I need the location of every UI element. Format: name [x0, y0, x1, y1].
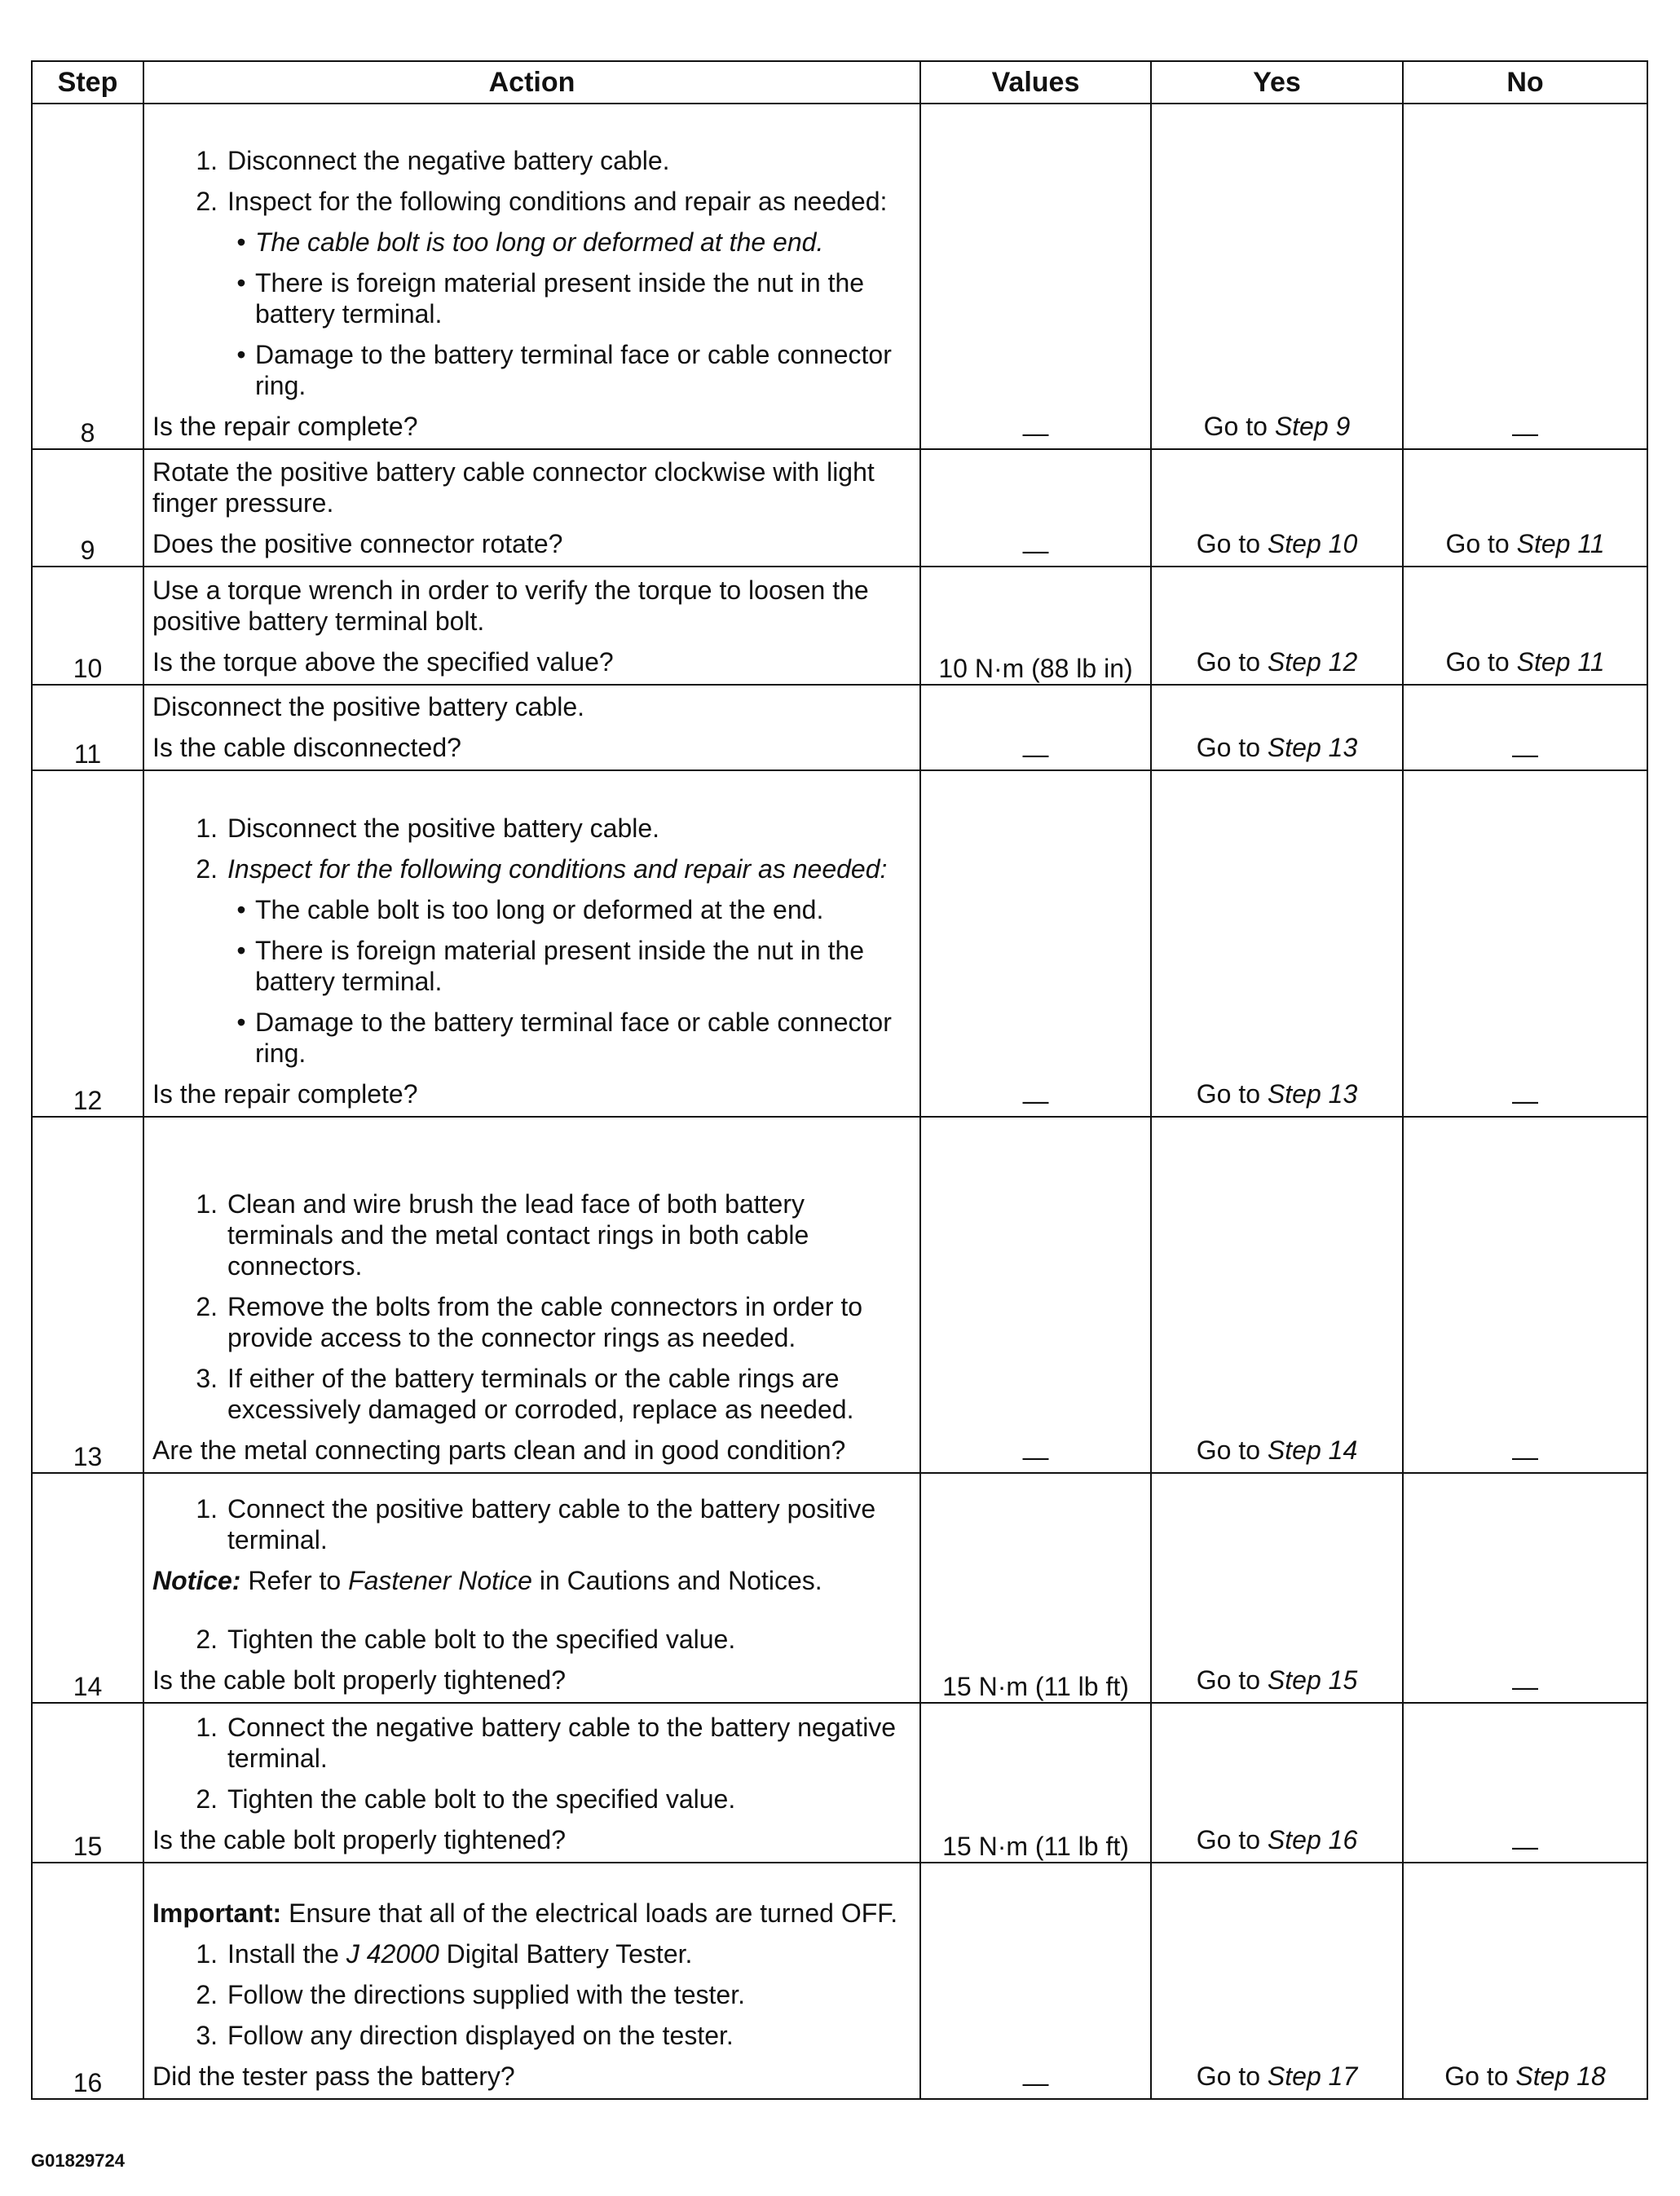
yes-step-link[interactable]: Step 12: [1267, 647, 1358, 677]
bullet-list: [227, 894, 911, 1069]
list-item: 1. Connect the negative battery cable to the battery negative terminal.: [196, 1713, 897, 1773]
values-cell: —: [920, 1117, 1151, 1473]
step-number: 12: [32, 770, 143, 1117]
no-cell: —: [1403, 1703, 1647, 1863]
bullet-item: • Damage to the battery terminal face or cable connector ring.: [236, 340, 892, 400]
yes-step-link[interactable]: Step 10: [1267, 529, 1358, 558]
bullet-item: • There is foreign material present inside the nut in the battery terminal.: [236, 936, 865, 996]
list-item: 1. Clean and wire brush the lead face of both battery terminals and the metal contact rings in both cable connectors.: [196, 1189, 809, 1281]
step-number: 11: [32, 685, 143, 770]
yes-step-link[interactable]: Step 14: [1267, 1435, 1358, 1465]
no-cell: Go to Step 11: [1403, 449, 1647, 567]
numbered-list: [152, 1493, 911, 1555]
values-cell: —: [920, 449, 1151, 567]
list-item: 3. If either of the battery terminals or the cable rings are excessively damaged or corroded, replace as needed.: [196, 1364, 854, 1424]
no-cell: —: [1403, 1473, 1647, 1703]
diagnostic-table: [31, 60, 1648, 2100]
values-cell: 15 N·m (11 lb ft): [920, 1703, 1151, 1863]
yes-step-link[interactable]: Step 13: [1267, 733, 1358, 762]
list-item: 2. Follow the directions supplied with the tester.: [196, 1980, 745, 2009]
yes-cell: Go to Step 12: [1151, 567, 1403, 685]
table-row: [32, 1703, 1647, 1863]
values-cell: —: [920, 1863, 1151, 2099]
action-cell: [143, 567, 920, 685]
yes-step-link[interactable]: Step 16: [1267, 1825, 1358, 1854]
action-cell: [143, 685, 920, 770]
list-item: 2. Tighten the cable bolt to the specified value.: [196, 1625, 736, 1654]
no-cell: —: [1403, 104, 1647, 449]
yes-cell: Go to Step 10: [1151, 449, 1403, 567]
list-item: 1. Connect the positive battery cable to the battery positive terminal.: [196, 1494, 876, 1554]
action-text: Rotate the positive battery cable connector clockwise with light finger pressure.: [152, 457, 875, 518]
action-cell: [143, 104, 920, 449]
values-cell: —: [920, 770, 1151, 1117]
step-number: 14: [32, 1473, 143, 1703]
question-text: Did the tester pass the battery?: [152, 2062, 515, 2091]
table-row: [32, 104, 1647, 449]
header-row: [32, 61, 1647, 104]
notice-reference[interactable]: Fastener Notice: [348, 1566, 532, 1595]
values-cell: —: [920, 104, 1151, 449]
no-step-link[interactable]: Step 11: [1516, 647, 1605, 677]
action-cell: [143, 1473, 920, 1703]
yes-step-link[interactable]: Step 17: [1267, 2062, 1358, 2091]
no-cell: Go to Step 18: [1403, 1863, 1647, 2099]
numbered-list: [152, 813, 911, 1069]
bullet-item: • The cable bolt is too long or deformed at the end.: [236, 227, 824, 257]
question-text: Are the metal connecting parts clean and in good condition?: [152, 1435, 846, 1465]
yes-step-link[interactable]: Step 9: [1274, 412, 1351, 441]
yes-cell: Go to Step 13: [1151, 770, 1403, 1117]
action-cell: [143, 1703, 920, 1863]
numbered-list: [152, 1938, 911, 2051]
no-step-link[interactable]: Step 11: [1516, 529, 1605, 558]
yes-cell: Go to Step 14: [1151, 1117, 1403, 1473]
step-number: 13: [32, 1117, 143, 1473]
step-number: 10: [32, 567, 143, 685]
list-item: 2. Tighten the cable bolt to the specified value.: [196, 1784, 736, 1814]
question-text: Does the positive connector rotate?: [152, 529, 563, 558]
question-text: Is the torque above the specified value?: [152, 647, 614, 677]
yes-cell: Go to Step 16: [1151, 1703, 1403, 1863]
notice-text: Notice: Refer to Fastener Notice in Cautions and Notices.: [152, 1566, 822, 1595]
question-text: Is the cable bolt properly tightened?: [152, 1825, 566, 1854]
list-item: 1. Disconnect the negative battery cable.: [196, 146, 670, 175]
no-cell: —: [1403, 1117, 1647, 1473]
table-row: [32, 1473, 1647, 1703]
list-item: 2. Inspect for the following conditions and repair as needed: • The cable bolt is too long or deformed at the end. • There is foreign material present inside the nut in the battery terminal. • Damage to the battery terminal face or cable connector ring.: [152, 186, 911, 401]
yes-step-link[interactable]: Step 13: [1267, 1079, 1358, 1109]
table-row: [32, 449, 1647, 567]
figure-id: G01829724: [31, 2150, 125, 2171]
step-number: 15: [32, 1703, 143, 1863]
table-row: [32, 685, 1647, 770]
header-no: No: [1403, 61, 1647, 104]
header-yes: Yes: [1151, 61, 1403, 104]
question-text: Is the repair complete?: [152, 1079, 418, 1109]
bullet-item: • Damage to the battery terminal face or cable connector ring.: [236, 1008, 892, 1068]
header-action: Action: [143, 61, 920, 104]
yes-cell: Go to Step 17: [1151, 1863, 1403, 2099]
important-text: Important: Ensure that all of the electrical loads are turned OFF.: [152, 1898, 898, 1928]
numbered-list: [152, 1188, 911, 1425]
action-cell: [143, 1117, 920, 1473]
no-cell: —: [1403, 770, 1647, 1117]
bullet-list: [227, 227, 911, 401]
question-text: Is the cable disconnected?: [152, 733, 461, 762]
numbered-list: [152, 1712, 911, 1815]
values-cell: 15 N·m (11 lb ft): [920, 1473, 1151, 1703]
action-cell: [143, 1863, 920, 2099]
step-number: 16: [32, 1863, 143, 2099]
action-cell: [143, 770, 920, 1117]
no-step-link[interactable]: Step 18: [1515, 2062, 1606, 2091]
table-row: [32, 567, 1647, 685]
yes-step-link[interactable]: Step 15: [1267, 1665, 1358, 1695]
question-text: Is the cable bolt properly tightened?: [152, 1665, 566, 1695]
step-number: 8: [32, 104, 143, 449]
table-row: [32, 770, 1647, 1117]
action-text: Use a torque wrench in order to verify the torque to loosen the positive battery terminal bolt.: [152, 575, 869, 636]
numbered-list: [152, 1624, 911, 1655]
table-row: [32, 1863, 1647, 2099]
no-cell: —: [1403, 685, 1647, 770]
bullet-item: • The cable bolt is too long or deformed at the end.: [236, 895, 824, 924]
question-text: Is the repair complete?: [152, 412, 418, 441]
action-cell: [143, 449, 920, 567]
yes-cell: Go to Step 13: [1151, 685, 1403, 770]
list-item: 1. Disconnect the positive battery cable.: [196, 814, 660, 843]
notice-label: Notice:: [152, 1566, 241, 1595]
no-cell: Go to Step 11: [1403, 567, 1647, 685]
important-label: Important:: [152, 1898, 282, 1928]
header-step: Step: [32, 61, 143, 104]
list-item: 2. Remove the bolts from the cable connectors in order to provide access to the connector rings as needed.: [196, 1292, 863, 1352]
list-item: 3. Follow any direction displayed on the tester.: [196, 2021, 734, 2050]
action-text: Disconnect the positive battery cable.: [152, 692, 585, 721]
list-item: 1. Install the J 42000 Digital Battery Tester.: [196, 1939, 693, 1969]
yes-cell: Go to Step 15: [1151, 1473, 1403, 1703]
step-number: 9: [32, 449, 143, 567]
yes-cell: Go to Step 9: [1151, 104, 1403, 449]
values-cell: 10 N·m (88 lb in): [920, 567, 1151, 685]
tool-reference: J 42000: [346, 1939, 439, 1969]
numbered-list: [152, 145, 911, 401]
header-values: Values: [920, 61, 1151, 104]
list-item: 2. Inspect for the following conditions and repair as needed: • The cable bolt is too long or deformed at the end. • There is foreign material present inside the nut in the battery terminal. • Damage to the battery terminal face or cable connector ring.: [152, 853, 911, 1069]
table-row: [32, 1117, 1647, 1473]
values-cell: —: [920, 685, 1151, 770]
bullet-item: • There is foreign material present inside the nut in the battery terminal.: [236, 268, 865, 329]
